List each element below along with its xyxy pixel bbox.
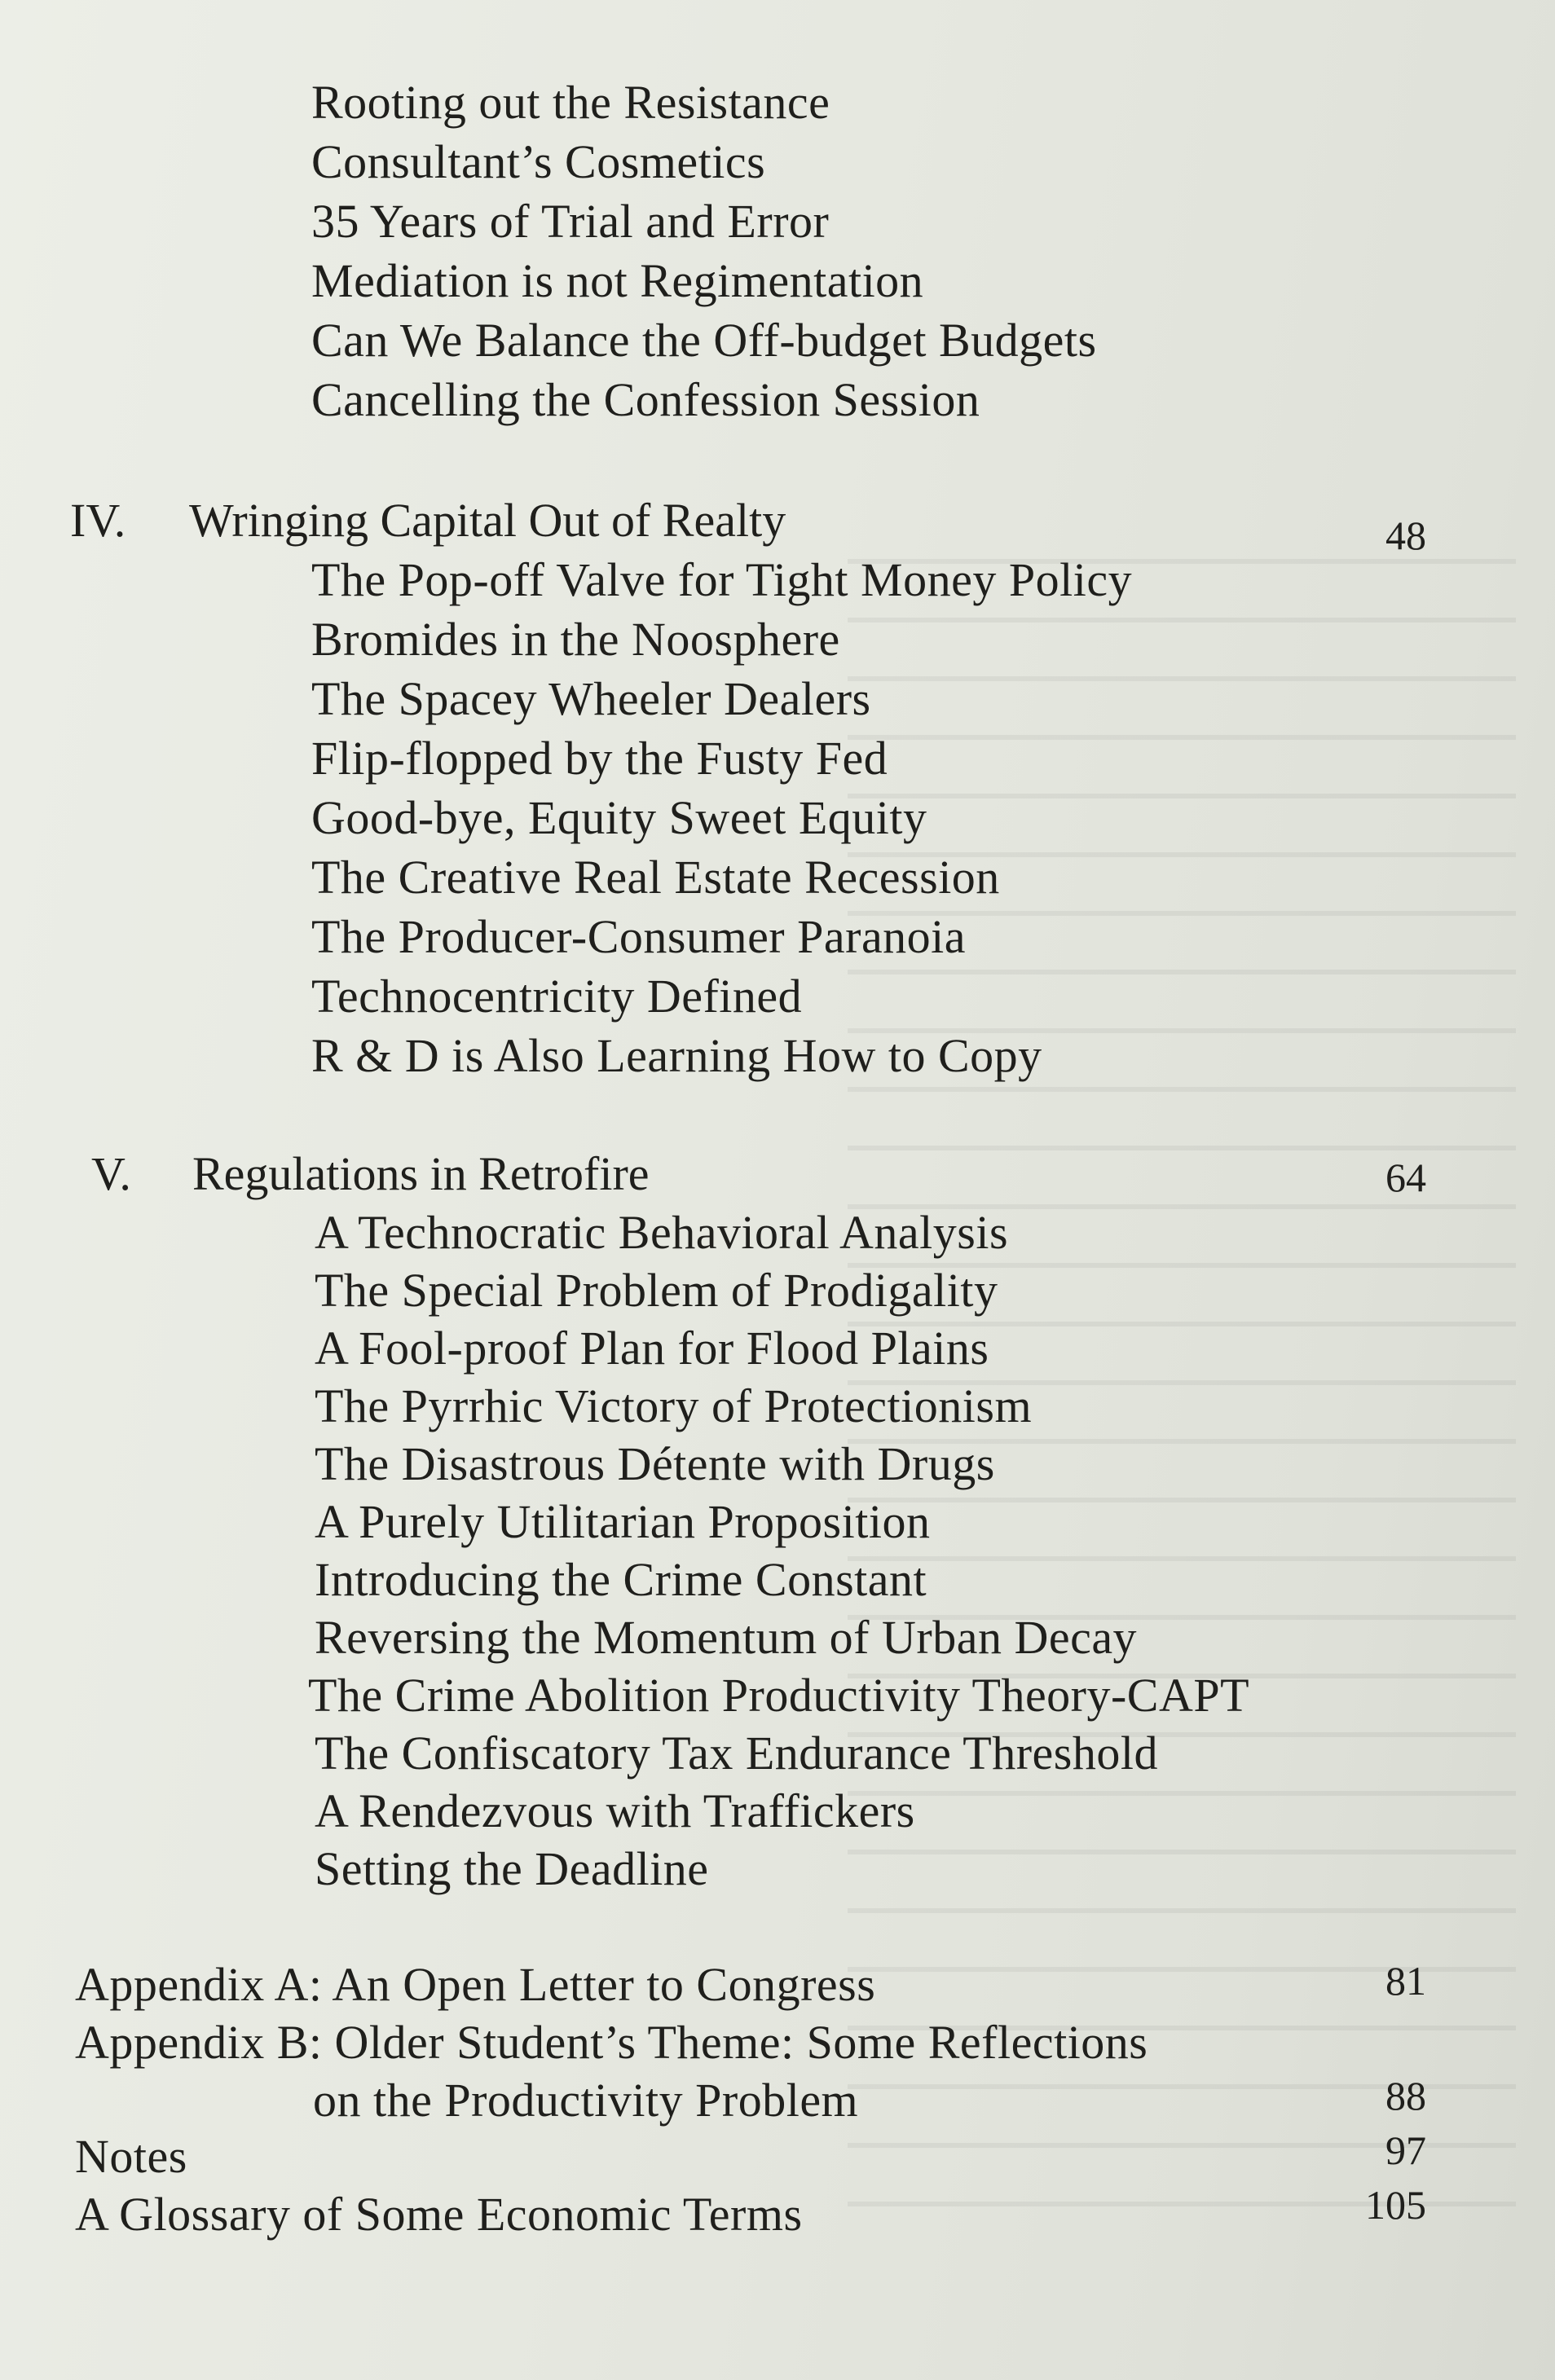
toc-entry: Rooting out the Resistance [311, 76, 830, 129]
chapter-numeral: V. [91, 1147, 131, 1200]
toc-entry: Cancelling the Confession Session [311, 373, 980, 426]
notes-title: Notes [75, 2130, 187, 2183]
toc-entry: The Pop-off Valve for Tight Money Policy [311, 553, 1133, 606]
chapter-title: Regulations in Retrofire [192, 1147, 650, 1200]
toc-entry: The Crime Abolition Productivity Theory-CAPT [308, 1669, 1250, 1722]
toc-entry: The Disastrous Détente with Drugs [315, 1437, 995, 1490]
appendix-a-page: 81 [1385, 1958, 1426, 2004]
chapter-numeral: IV. [70, 494, 126, 547]
toc-entry: Introducing the Crime Constant [315, 1553, 927, 1606]
toc-entry: A Rendezvous with Traffickers [315, 1784, 915, 1837]
toc-entry: The Confiscatory Tax Endurance Threshold [315, 1727, 1158, 1780]
appendix-a-title: Appendix A: An Open Letter to Congress [75, 1958, 876, 2011]
toc-entry: 35 Years of Trial and Error [311, 195, 830, 248]
toc-entry: A Technocratic Behavioral Analysis [315, 1206, 1009, 1259]
glossary-title: A Glossary of Some Economic Terms [75, 2188, 803, 2241]
toc-entry: The Producer-Consumer Paranoia [311, 910, 967, 963]
toc-entry: The Spacey Wheeler Dealers [311, 672, 871, 725]
toc-entry: Good-bye, Equity Sweet Equity [311, 791, 927, 844]
toc-entry: Mediation is not Regimentation [311, 254, 924, 307]
toc-entry: Consultant’s Cosmetics [311, 135, 766, 188]
toc-entry: A Purely Utilitarian Proposition [315, 1495, 931, 1548]
chapter-page-number: 48 [1385, 513, 1426, 558]
toc-entry: Flip-flopped by the Fusty Fed [311, 732, 888, 785]
chapter-page-number: 64 [1385, 1155, 1426, 1200]
toc-entry: The Special Problem of Prodigality [315, 1264, 998, 1317]
appendix-b-title-line1: Appendix B: Older Student’s Theme: Some Reflections [75, 2016, 1148, 2069]
toc-entry: The Creative Real Estate Recession [311, 851, 1000, 904]
toc-entry: Can We Balance the Off-budget Budgets [311, 314, 1097, 367]
toc-entry: Technocentricity Defined [311, 970, 803, 1023]
appendix-b-title-line2: on the Productivity Problem [313, 2074, 859, 2127]
toc-entry: R & D is Also Learning How to Copy [311, 1029, 1042, 1082]
appendix-b-page: 88 [1385, 2073, 1426, 2118]
toc-entry: A Fool-proof Plan for Flood Plains [315, 1322, 989, 1375]
chapter-title: Wringing Capital Out of Realty [189, 494, 786, 547]
toc-entry: Bromides in the Noosphere [311, 613, 840, 666]
toc-entry: Setting the Deadline [315, 1842, 709, 1895]
toc-entry: The Pyrrhic Victory of Protectionism [315, 1379, 1033, 1432]
notes-page: 97 [1385, 2127, 1426, 2173]
toc-entry: Reversing the Momentum of Urban Decay [315, 1611, 1138, 1664]
glossary-page: 105 [1365, 2182, 1426, 2228]
